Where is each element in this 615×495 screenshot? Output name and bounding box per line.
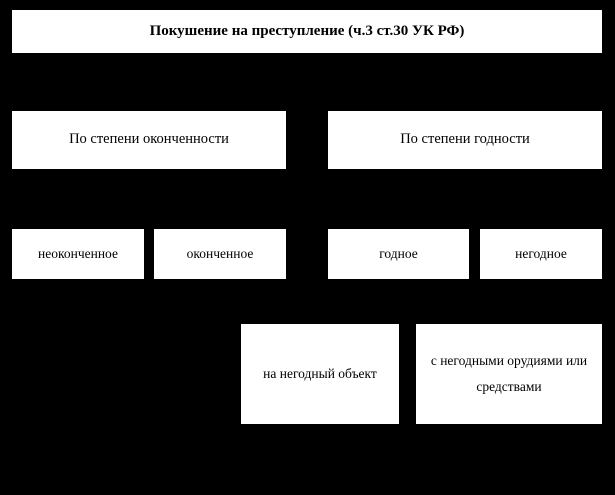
subitem-label-unsuitable-means: с негодными орудиями или средствами: [430, 352, 588, 394]
item-label-unfinished: неоконченное: [38, 246, 118, 262]
item-label-unsuitable: негодное: [515, 246, 567, 262]
category-box-suitability: [327, 110, 603, 170]
category-label-suitability: По степени годности: [400, 131, 530, 148]
subitem-box-unsuitable-object: [240, 323, 400, 425]
item-box-finished: [153, 228, 287, 280]
category-box-completeness: [11, 110, 287, 170]
item-label-suitable: годное: [379, 246, 418, 262]
item-box-unsuitable: [479, 228, 603, 280]
title-box: [11, 9, 603, 54]
subitem-label-unsuitable-object: на негодный объект: [263, 365, 377, 381]
category-label-completeness: По степени оконченности: [69, 131, 229, 148]
item-label-finished: оконченное: [186, 246, 254, 262]
subitem-box-unsuitable-means: [415, 323, 603, 425]
item-box-suitable: [327, 228, 470, 280]
item-box-unfinished: [11, 228, 145, 280]
title-text: Покушение на преступление (ч.3 ст.30 УК РФ): [149, 22, 465, 39]
